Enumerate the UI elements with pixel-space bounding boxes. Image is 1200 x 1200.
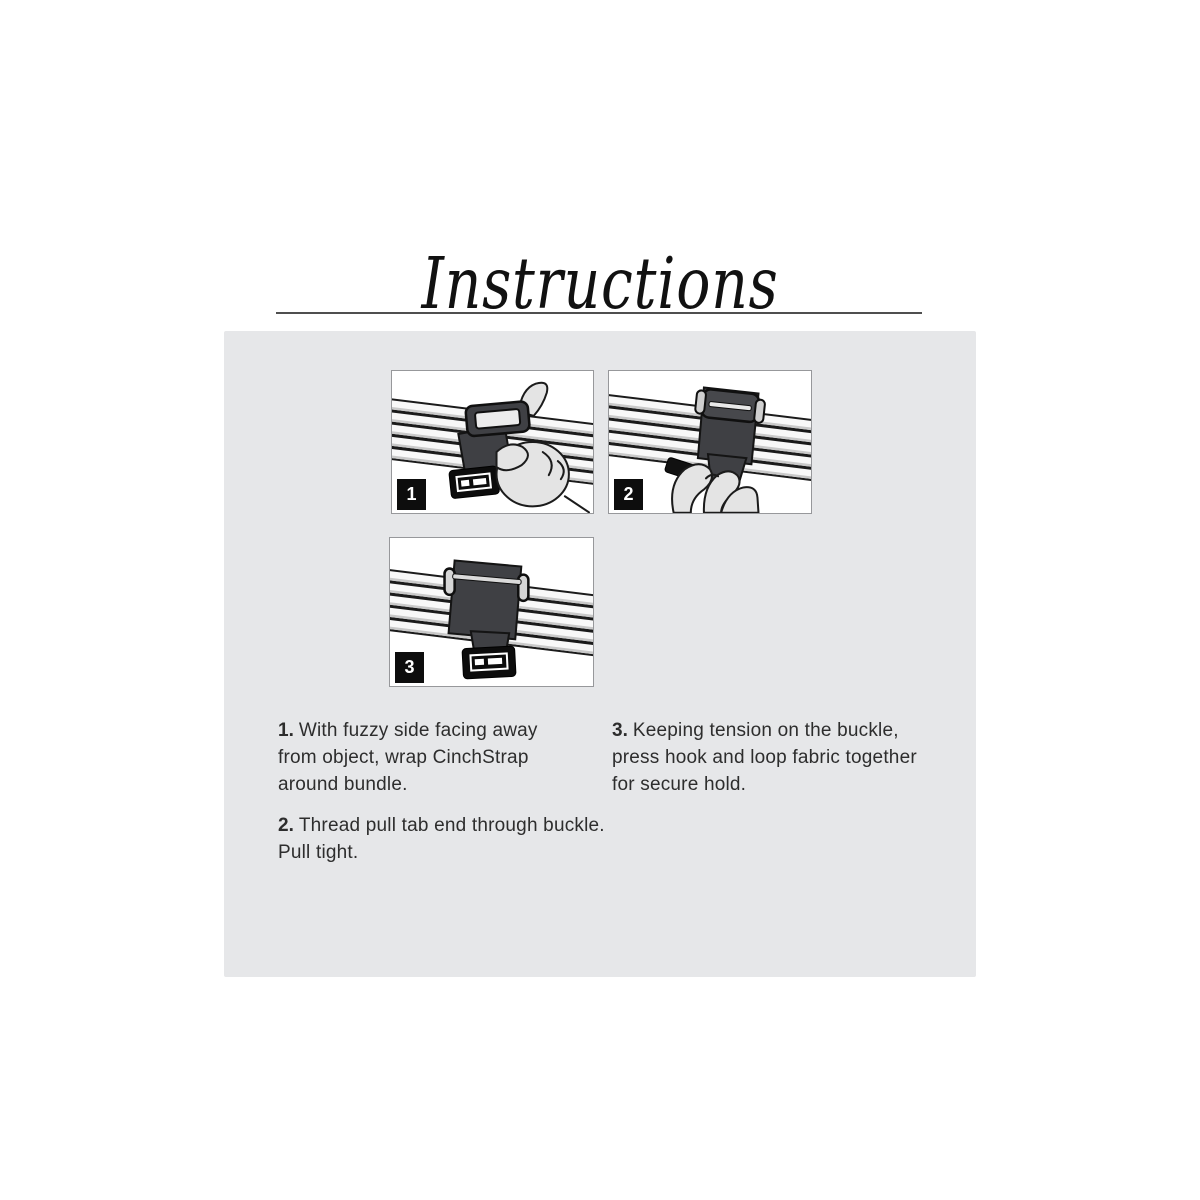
instruction-text: from object, wrap CinchStrap: [278, 747, 529, 768]
instruction-text: Keeping tension on the buckle,: [632, 720, 899, 741]
step-badge: 2: [614, 479, 643, 510]
instruction-text: Pull tight.: [278, 842, 359, 863]
step-figure-2: [608, 370, 812, 514]
instruction-text: for secure hold.: [612, 774, 747, 795]
instruction-step-1: [278, 717, 538, 798]
step-number: 2.: [278, 815, 294, 836]
instruction-step-2: [278, 812, 605, 866]
step-badge: 1: [397, 479, 426, 510]
step-number: 3.: [612, 720, 628, 741]
buckle-icon: [465, 401, 530, 436]
pull-tab-icon: [462, 646, 516, 679]
instruction-text: press hook and loop fabric together: [612, 747, 917, 768]
step-figure-3: [389, 537, 594, 687]
instruction-text: around bundle.: [278, 774, 408, 795]
page-title: Instructions: [421, 242, 779, 325]
instruction-text: Thread pull tab end through buckle.: [298, 815, 605, 836]
strap-icon: [449, 560, 522, 639]
pull-tab-icon: [449, 466, 500, 499]
step-number: 1.: [278, 720, 294, 741]
instruction-step-3: [612, 717, 917, 798]
step-figure-1: [391, 370, 594, 514]
step-badge: 3: [395, 652, 424, 683]
instruction-text: With fuzzy side facing away: [298, 720, 538, 741]
instructions-panel: [224, 331, 976, 977]
